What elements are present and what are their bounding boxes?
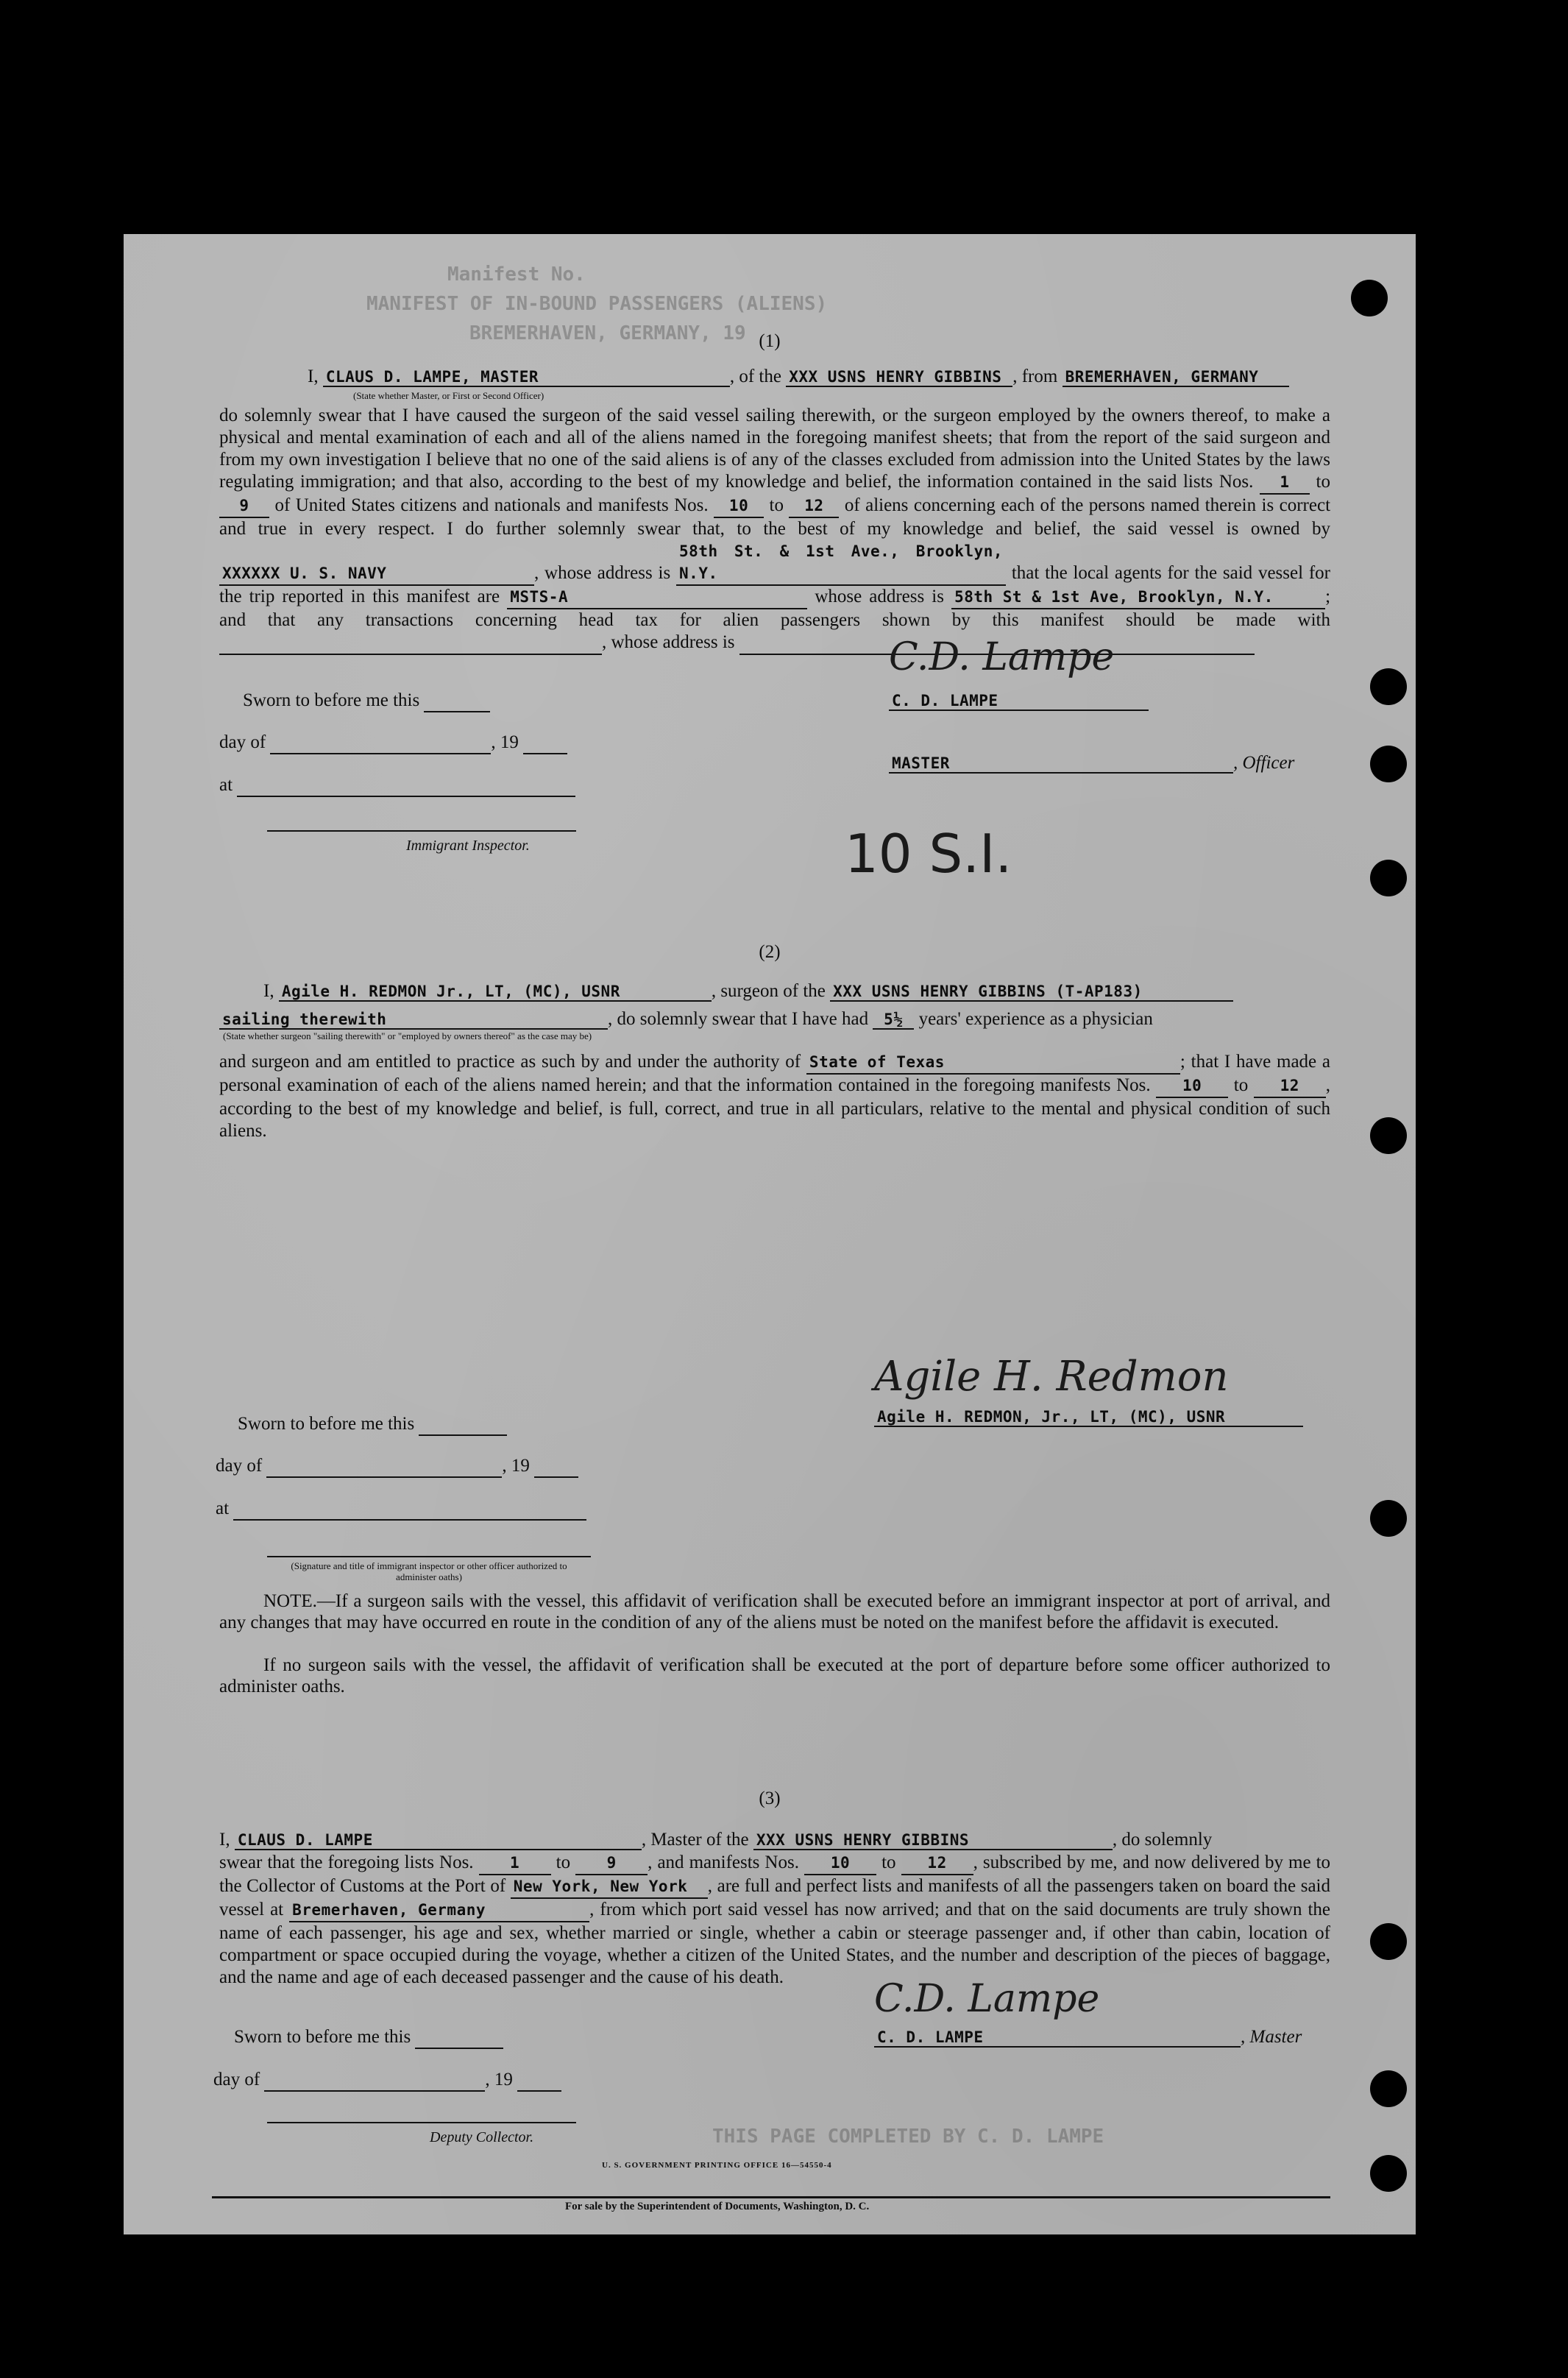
vessel-name-field: XXX USNS HENRY GIBBINS	[786, 368, 1012, 387]
punch-hole	[1370, 668, 1407, 705]
s2-manifests-from-field: 10	[1156, 1075, 1228, 1098]
swear-label: , do solemnly swear that I have had	[608, 1009, 869, 1029]
surgeon-name-field: Agile H. REDMON Jr., LT, (MC), USNR	[279, 983, 712, 1002]
at-label: at	[216, 1498, 230, 1518]
punch-hole	[1370, 1117, 1407, 1154]
officer-label: , Officer	[1233, 753, 1295, 773]
s3-master-typed-name: C. D. LAMPE	[874, 2028, 1241, 2048]
embark-field: Bremerhaven, Germany	[289, 1899, 589, 1922]
years-field: 5½	[873, 1011, 914, 1030]
s2-inspector-signature-line	[267, 1556, 591, 1557]
manifests-label: , and manifests Nos.	[648, 1852, 799, 1872]
day-of-label: day of	[216, 1456, 263, 1476]
surgeon-typed-name: Agile H. REDMON, Jr., LT, (MC), USNR	[874, 1408, 1303, 1427]
master-signature-1: C.D. Lampe	[889, 635, 1115, 679]
s3-manifests-from-field: 10	[804, 1852, 876, 1875]
oath-text: , from which port said vessel has now arrived; and that on the said documents are truly shown the name of each passenger, his age and sex, whether married or single, whether a cabin or steerage passenger and, if other than cabin, location of compartment or space occupied during the voyage, whether a citizen of the United States, and the number and description of the pieces of baggage, and the name and age of each deceased passenger and the cause of his death.	[219, 1900, 1331, 1987]
year-field	[523, 732, 567, 754]
whose-address-label: , whose address is	[602, 632, 735, 652]
surgeon-vessel-field: XXX USNS HENRY GIBBINS (T-AP183)	[830, 983, 1233, 1002]
day-of-label: day of	[219, 732, 266, 752]
master-typed-name: C. D. LAMPE	[889, 692, 1149, 711]
year-label: , 19	[502, 1456, 530, 1476]
bleed-through-header: Manifest No.	[447, 263, 586, 286]
section-1-first-line	[308, 367, 1289, 387]
to-label: to	[1233, 1075, 1249, 1095]
note-paragraph: NOTE.—If a surgeon sails with the vessel, this affidavit of verification shall be executed before an immigrant inspector at port of arrival, and any changes that may have occurred en route in the condition of any of the aliens must be noted on the manifest before the affidavit is executed.	[219, 1591, 1330, 1632]
s2-sworn-line	[238, 1414, 507, 1436]
sailing-caption: (State whether surgeon "sailing therewith" or "employed by owners thereof" as the case may be)	[223, 1030, 592, 1041]
port-field: New York, New York	[511, 1875, 708, 1899]
punch-hole	[1370, 746, 1407, 782]
of-the-label: , of the	[729, 367, 781, 386]
s2-day-of-line	[216, 1456, 578, 1478]
punch-hole	[1370, 860, 1407, 896]
i-label: I,	[263, 981, 274, 1001]
sworn-field	[415, 2027, 503, 2049]
owner-address-label: , whose address is	[534, 563, 671, 583]
section-2-body: and surgeon and am entitled to practice as such by and under the authority of State of Texas ; that I have made a personal examination of each of the aliens named herein; and that the information contained in the foregoing manifests Nos. 10 to 12 , according to the best of my knowledge and belief, is full, correct, and true in all particulars, relative to the mental and physical condition of such aliens.	[219, 1052, 1331, 1141]
to-label: to	[769, 495, 784, 515]
collector-signature-line	[267, 2122, 576, 2123]
margin-note: 10 S.I.	[845, 823, 1012, 885]
year-field	[534, 1456, 578, 1478]
s2-inspector-caption: (Signature and title of immigrant inspector or other officer authorized to administer oaths)	[291, 1560, 567, 1582]
s3-lists-to-field: 9	[575, 1852, 648, 1875]
section-2-second-line	[219, 1009, 1153, 1030]
authority-field: State of Texas	[806, 1051, 1180, 1075]
s3-lists-from-field: 1	[479, 1852, 551, 1875]
section-1-number: (1)	[759, 331, 781, 351]
master-label: , Master	[1241, 2027, 1302, 2047]
to-label: to	[556, 1852, 571, 1872]
day-of-line	[219, 732, 567, 754]
oath-text: of United States citizens and nationals and manifests Nos.	[274, 495, 709, 515]
surgeon-signature: Agile H. Redmon	[874, 1353, 1229, 1401]
punch-hole	[1370, 2155, 1407, 2192]
s3-vessel-field: XXX USNS HENRY GIBBINS	[753, 1831, 1113, 1850]
manifests-from-field: 10	[714, 495, 764, 518]
owner-address-field: 58th St. & 1st Ave., Brooklyn, N.Y.	[676, 540, 1006, 586]
manifests-to-field: 12	[789, 495, 839, 518]
agents-address-label: whose address is	[815, 587, 944, 606]
section-1-body	[219, 405, 1330, 655]
bleed-through-header: MANIFEST OF IN-BOUND PASSENGERS (ALIENS)	[366, 293, 828, 315]
printing-office-line: U. S. GOVERNMENT PRINTING OFFICE 16—54550-4	[602, 2161, 832, 2170]
i-label: I,	[308, 367, 319, 386]
section-3-number: (3)	[759, 1788, 781, 1808]
oath-text: swear that the foregoing lists Nos.	[219, 1852, 474, 1872]
from-label: , from	[1012, 367, 1058, 386]
inspector-signature-line	[267, 830, 576, 832]
at-field	[237, 775, 575, 797]
oath-text: , according to the best of my knowledge and belief, is full, correct, and true in all particulars, relative to the mental and physical condition of such aliens.	[219, 1075, 1331, 1141]
typed-name-line	[889, 690, 1149, 711]
s2-manifests-to-field: 12	[1254, 1075, 1326, 1098]
lists-from-field: 1	[1260, 471, 1310, 495]
at-label: at	[219, 775, 233, 795]
to-label: to	[881, 1852, 896, 1872]
punch-hole	[1370, 2070, 1407, 2107]
master-title: MASTER	[889, 754, 1233, 774]
oath-text: ; and that any transactions concerning head tax for alien passengers shown by this manifest should be made with	[219, 587, 1331, 630]
at-field	[233, 1498, 586, 1521]
at-line	[219, 775, 575, 797]
collector-caption: Deputy Collector.	[430, 2129, 534, 2145]
s3-master-name-field: CLAUS D. LAMPE	[235, 1831, 642, 1850]
years-label: years' experience as a physician	[918, 1009, 1153, 1029]
sworn-label: Sworn to before me this	[238, 1414, 415, 1434]
master-caption: (State whether Master, or First or Second Officer)	[353, 390, 544, 401]
lists-to-field: 9	[219, 495, 269, 518]
section-3-body	[219, 1852, 1330, 1989]
bleed-through-header: BREMERHAVEN, GERMANY, 19	[469, 322, 746, 344]
s2-at-line	[216, 1498, 586, 1521]
punch-hole	[1351, 280, 1388, 316]
sworn-label: Sworn to before me this	[243, 690, 420, 710]
sailing-field: sailing therewith	[219, 1011, 608, 1030]
punch-hole	[1370, 1500, 1407, 1537]
agents-field: MSTS-A	[507, 586, 807, 609]
sworn-field	[424, 690, 490, 712]
i-label: I,	[219, 1830, 230, 1850]
year-label: , 19	[485, 2070, 513, 2089]
oath-text: of aliens concerning each of the persons named therein is correct and true in every respect. I do further solemnly swear that, to the best of my knowledge and belief, the said vessel is owned by	[219, 495, 1331, 539]
footer-rule	[212, 2196, 1330, 2198]
sworn-label: Sworn to before me this	[234, 2027, 411, 2047]
to-label: to	[1316, 472, 1330, 492]
day-of-field	[264, 2070, 485, 2092]
s3-day-of-line	[213, 2070, 561, 2092]
oath-text: and surgeon and am entitled to practice as such by and under the authority of	[219, 1052, 801, 1072]
s3-manifests-to-field: 12	[901, 1852, 973, 1875]
swear-label: , do solemnly	[1112, 1830, 1213, 1850]
master-of-label: , Master of the	[641, 1830, 749, 1850]
oath-text: that the local agents for the said vessel for the trip reported in this manifest are	[219, 563, 1331, 606]
oath-text: , subscribed by me, and now delivered by me to the Collector of Customs at the Port of	[219, 1852, 1331, 1896]
oath-text: do solemnly swear that I have caused the surgeon of the said vessel sailing therewith, or the surgeon employed by the owners thereof, to make a physical and mental examination of each and all of the aliens named in the foregoing manifest sheets; that from the report of the said surgeon and from my own investigation I believe that no one of the said aliens is of any of the classes excluded from admission into the United States by the laws regulating immigration; and that also, according to the best of my knowledge and belief, the information contained in the said lists Nos.	[219, 406, 1330, 492]
year-label: , 19	[491, 732, 519, 752]
sale-line: For sale by the Superintendent of Documents, Washington, D. C.	[565, 2201, 870, 2212]
section-2-first-line	[263, 981, 1233, 1002]
note-paragraph-2: If no surgeon sails with the vessel, the affidavit of verification shall be executed at the port of departure before some officer authorized to administer oaths.	[219, 1655, 1330, 1696]
section-2-number: (2)	[759, 942, 781, 962]
surgeon-typed-line	[874, 1406, 1303, 1427]
s3-sworn-line	[234, 2027, 503, 2049]
manifest-page	[124, 234, 1416, 2234]
master-name-field: CLAUS D. LAMPE, MASTER	[323, 368, 730, 387]
inspector-caption: Immigrant Inspector.	[406, 838, 530, 854]
officer-title-line	[889, 753, 1294, 774]
master-signature-3: C.D. Lampe	[874, 1977, 1100, 2021]
from-port-field: BREMERHAVEN, GERMANY	[1063, 368, 1289, 387]
day-of-label: day of	[213, 2070, 260, 2089]
owner-field: XXXXXX U. S. NAVY	[219, 562, 534, 586]
oath-text: , are full and perfect lists and manifests of all the passengers taken on board the said vessel at	[219, 1876, 1331, 1919]
day-of-field	[270, 732, 491, 754]
surgeon-of-label: , surgeon of the	[711, 981, 826, 1001]
sworn-line	[243, 690, 490, 712]
sworn-field	[419, 1414, 507, 1436]
punch-hole	[1370, 1923, 1407, 1960]
section-3-first-line	[219, 1830, 1212, 1850]
head-tax-field	[219, 631, 602, 655]
year-field	[517, 2070, 561, 2092]
day-of-field	[266, 1456, 502, 1478]
oath-text: that I have made a personal examination of each of the aliens named herein; and that the information contained in the foregoing manifests Nos.	[219, 1052, 1331, 1095]
agents-address-field: 58th St & 1st Ave, Brooklyn, N.Y.	[951, 586, 1325, 609]
s3-typed-name-line	[874, 2027, 1302, 2048]
bleed-through-footer: THIS PAGE COMPLETED BY C. D. LAMPE	[712, 2126, 1104, 2148]
